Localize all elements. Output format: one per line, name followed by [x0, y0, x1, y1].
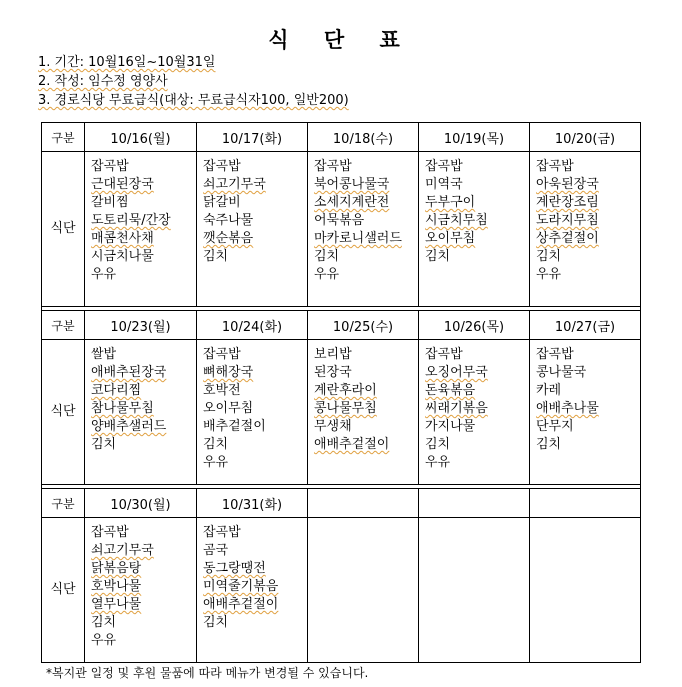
day-date: 10/26(목)	[419, 311, 530, 340]
day-menu-cell	[197, 152, 308, 307]
week-menu-row	[42, 152, 641, 307]
menu-list	[419, 518, 529, 530]
day-menu-cell	[85, 152, 197, 307]
week-header-row	[42, 489, 641, 518]
menu-item: 잡곡밥	[314, 159, 352, 174]
header-label: 구분	[42, 311, 85, 340]
menu-list	[530, 518, 640, 530]
day-menu-cell	[197, 518, 308, 663]
header-label: 구분	[42, 123, 85, 152]
day-menu-cell	[530, 340, 641, 485]
menu-item: 호박전	[203, 383, 241, 398]
menu-item: 깻순볶음	[203, 231, 254, 246]
menu-item: 닭볶음탕	[91, 561, 142, 576]
menu-item: 오징어무국	[425, 365, 488, 380]
menu-item: 어묵볶음	[314, 213, 365, 228]
day-menu-cell	[85, 518, 197, 663]
menu-item: 우유	[314, 267, 340, 282]
menu-item: 도토리묵/간장	[91, 213, 171, 228]
menu-item: 김치	[203, 437, 229, 452]
menu-list	[197, 152, 307, 272]
menu-item: 콩나물무침	[314, 401, 377, 416]
day-date: 10/27(금)	[530, 311, 641, 340]
menu-item: 시금치나물	[91, 249, 154, 264]
menu-item: 쇠고기무국	[203, 177, 266, 192]
menu-item: 우유	[203, 455, 229, 470]
menu-item: 호박나물	[91, 579, 142, 594]
menu-item: 잡곡밥	[91, 525, 129, 540]
menu-list	[85, 152, 196, 290]
menu-item: 계란장조림	[536, 195, 599, 210]
menu-item: 닭갈비	[203, 195, 241, 210]
week-header-row	[42, 311, 641, 340]
menu-item: 오이무침	[425, 231, 476, 246]
menu-item: 잡곡밥	[536, 159, 574, 174]
menu-item: 우유	[91, 633, 117, 648]
day-menu-cell	[419, 152, 530, 307]
menu-list	[308, 518, 418, 530]
day-menu-cell	[419, 518, 530, 663]
day-date: 10/16(월)	[85, 123, 197, 152]
menu-item: 상추겉절이	[536, 231, 599, 246]
menu-item: 동그랑땡전	[203, 561, 266, 576]
info-target: 3. 경로식당 무료급식(대상: 무료급식자100, 일반200)	[38, 93, 349, 108]
menu-table	[41, 122, 641, 663]
menu-item: 참나물무침	[91, 401, 154, 416]
menu-item: 계란후라이	[314, 383, 377, 398]
menu-item: 김치	[91, 437, 117, 452]
menu-item: 씨래기볶음	[425, 401, 488, 416]
menu-item: 시금치무침	[425, 213, 488, 228]
day-menu-cell	[308, 152, 419, 307]
menu-item: 돈육볶음	[425, 383, 476, 398]
day-date: 10/25(수)	[308, 311, 419, 340]
menu-item: 우유	[91, 267, 117, 282]
day-date: 10/24(화)	[197, 311, 308, 340]
menu-item: 김치	[314, 249, 340, 264]
day-menu-cell	[419, 340, 530, 485]
menu-item: 애배추겉절이	[203, 597, 279, 612]
menu-item: 애배추겉절이	[314, 437, 390, 452]
menu-item: 보리밥	[314, 347, 352, 362]
info-author: 2. 작성: 임수정 영양사	[38, 74, 168, 89]
menu-item: 카레	[536, 383, 562, 398]
menu-item: 쌀밥	[91, 347, 117, 362]
meal-label: 식단	[42, 340, 85, 485]
menu-item: 김치	[203, 615, 229, 630]
day-date: 10/17(화)	[197, 123, 308, 152]
menu-item: 코다리찜	[91, 383, 142, 398]
menu-item: 잡곡밥	[425, 347, 463, 362]
day-menu-cell	[197, 340, 308, 485]
menu-item: 잡곡밥	[203, 159, 241, 174]
menu-item: 쇠고기무국	[91, 543, 154, 558]
menu-item: 뼈해장국	[203, 365, 254, 380]
menu-item: 도라지무침	[536, 213, 599, 228]
menu-item: 소세지계란전	[314, 195, 390, 210]
menu-item: 가지나물	[425, 419, 476, 434]
menu-item: 잡곡밥	[425, 159, 463, 174]
day-menu-cell	[530, 518, 641, 663]
week-menu-row	[42, 340, 641, 485]
day-date: 10/18(수)	[308, 123, 419, 152]
menu-item: 근대된장국	[91, 177, 154, 192]
menu-list	[419, 340, 529, 478]
menu-item: 북어콩나물국	[314, 177, 390, 192]
menu-item: 콩나물국	[536, 365, 587, 380]
menu-item: 숙주나물	[203, 213, 254, 228]
week-menu-row	[42, 518, 641, 663]
menu-list	[308, 340, 418, 460]
menu-list	[419, 152, 529, 272]
day-date: 10/20(금)	[530, 123, 641, 152]
day-date: 10/31(화)	[197, 489, 308, 518]
menu-item: 매콤천사채	[91, 231, 154, 246]
menu-item: 미역줄기볶음	[203, 579, 279, 594]
menu-list	[308, 152, 418, 290]
info-period: 1. 기간: 10월16일~10월31일	[38, 55, 216, 70]
menu-item: 잡곡밥	[203, 347, 241, 362]
menu-item: 잡곡밥	[536, 347, 574, 362]
menu-item: 김치	[91, 615, 117, 630]
menu-list	[85, 518, 196, 656]
menu-item: 아욱된장국	[536, 177, 599, 192]
menu-list	[197, 518, 307, 638]
day-date: 10/30(월)	[85, 489, 197, 518]
menu-item: 두부구이	[425, 195, 476, 210]
menu-item: 우유	[425, 455, 451, 470]
menu-list	[530, 340, 640, 460]
menu-item: 단무지	[536, 419, 574, 434]
menu-item: 김치	[536, 437, 562, 452]
menu-item: 우유	[536, 267, 562, 282]
menu-item: 김치	[425, 437, 451, 452]
menu-item: 잡곡밥	[91, 159, 129, 174]
menu-item: 양배추샐러드	[91, 419, 167, 434]
page-title: 식 단 표	[268, 28, 414, 52]
meal-label: 식단	[42, 152, 85, 307]
menu-item: 갈비찜	[91, 195, 129, 210]
week-header-row	[42, 123, 641, 152]
menu-item: 곰국	[203, 543, 229, 558]
menu-item: 애배추나물	[536, 401, 599, 416]
day-date	[419, 489, 530, 518]
menu-item: 오이무침	[203, 401, 254, 416]
day-menu-cell	[308, 340, 419, 485]
meal-label: 식단	[42, 518, 85, 663]
menu-item: 김치	[536, 249, 562, 264]
menu-item: 잡곡밥	[203, 525, 241, 540]
day-date: 10/23(월)	[85, 311, 197, 340]
menu-item: 미역국	[425, 177, 463, 192]
day-menu-cell	[85, 340, 197, 485]
menu-item: 김치	[203, 249, 229, 264]
menu-item: 배추겉절이	[203, 419, 266, 434]
footnote: *복지관 일정 및 후원 물품에 따라 메뉴가 변경될 수 있습니다.	[46, 666, 369, 680]
menu-item: 김치	[425, 249, 451, 264]
menu-item: 된장국	[314, 365, 352, 380]
header-label: 구분	[42, 489, 85, 518]
day-date	[308, 489, 419, 518]
menu-list	[197, 340, 307, 478]
day-menu-cell	[308, 518, 419, 663]
day-date: 10/19(목)	[419, 123, 530, 152]
menu-list	[530, 152, 640, 290]
day-date	[530, 489, 641, 518]
menu-list	[85, 340, 196, 460]
day-menu-cell	[530, 152, 641, 307]
menu-item: 마카로니샐러드	[314, 231, 402, 246]
menu-item: 열무나물	[91, 597, 142, 612]
menu-item: 무생채	[314, 419, 352, 434]
menu-item: 애배추된장국	[91, 365, 167, 380]
